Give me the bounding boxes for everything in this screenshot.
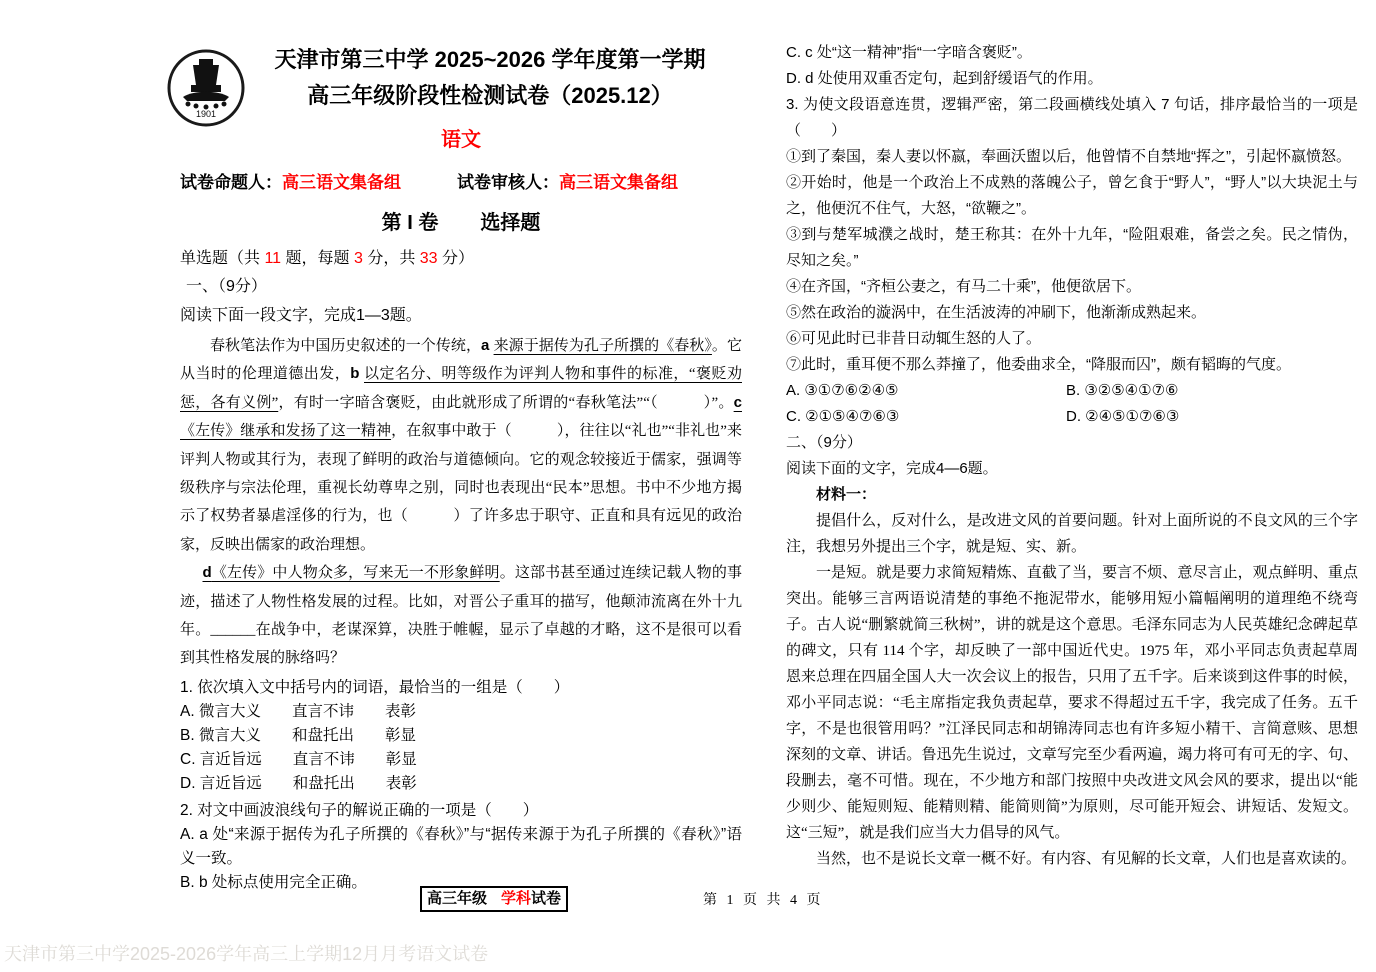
question-2 [180, 799, 742, 895]
passage-text: ，在叙事中敢于（ ），往往以“礼也”“非礼也”来评判人物或其行为，表现了鲜明的政治与道德倾向。它的观念较接近于儒家，强调等级秩序与宗法伦理，重视长幼尊卑之别，同时也表现出“民本”思想。书中不少地方揭示了权势者暴虐淫侈的行为，也（ ）了许多忠于职守、正直和具有远见的政治家，反映出儒家的政治理想。 [180, 423, 742, 553]
reading-instruction-2: 阅读下面的文字，完成4—6题。 [786, 460, 998, 477]
volume-label: 第 I 卷 [381, 212, 439, 234]
multiple-choice-summary [180, 246, 742, 272]
seal-year-text: 1901 [195, 109, 217, 119]
subject-title: 语文 [441, 129, 481, 151]
question-3-option-b: B. ③②⑤④①⑦⑥ [1066, 382, 1179, 399]
material-1-label: 材料一： [816, 487, 877, 503]
mc-text: 单选题（共 [180, 250, 265, 267]
question-2-option-b: B. b 处标点使用完全正确。 [180, 873, 367, 891]
question-3-sentence-4: ④在齐国，“齐桓公妻之，有马二十乘”，他便欲居下。 [786, 278, 1141, 295]
left-column [180, 44, 742, 895]
question-3-sentence-2: ②开始时，他是一个政治上不成熟的落魄公子，曾乞食于“野人”，“野人”以大块泥土与之，他便沉不住气，大怒，“欲鞭之”。 [786, 174, 1358, 217]
question-1-stem: 1. 依次填入文中括号内的词语，最恰当的一组是（ ） [180, 678, 570, 696]
question-2-option-a: A. a 处“来源于据传为孔子所撰的《春秋》”与“据传来源于为孔子所撰的《春秋》”语义一致。 [180, 825, 742, 867]
material-1-paragraph-1: 提倡什么，反对什么，是改进文风的首要问题。针对上面所说的不良文风的三个字注，我想另外提出三个字，就是短、实、新。 [786, 513, 1358, 555]
marker-b: b [350, 365, 364, 383]
setter-reviewer-row [180, 170, 742, 196]
part-two-heading: 二、（9分） [786, 434, 862, 451]
spacer [401, 170, 457, 196]
mc-points-each: 3 [353, 250, 363, 267]
mc-text: 题，每题 [281, 250, 354, 267]
part-one-heading: 一、（9分） [186, 278, 267, 295]
passage-text: 。它从当时的伦理道德出发， [180, 338, 742, 383]
underlined-a: 来源于据传为孔子所撰的《春秋》 [493, 338, 712, 354]
question-1-option-a: A. 微言大义 直言不讳 表彰 [180, 702, 416, 720]
question-1-option-c: C. 言近旨远 直言不讳 彰显 [180, 750, 417, 768]
section-type-label: 选择题 [480, 212, 541, 234]
footer-paper: 试卷 [531, 891, 562, 907]
question-2-stem: 2. 对文中画波浪线句子的解说正确的一项是（ ） [180, 801, 539, 819]
question-3-option-c: C. ②①⑤④⑦⑥③ [786, 408, 900, 425]
passage-1-paragraph-2 [180, 559, 742, 673]
passage-1 [180, 332, 742, 673]
passage-text: ，有时一字暗含褒贬，由此就形成了所谓的“春秋笔法”“（ ）”。 [278, 394, 734, 411]
question-1-option-d: D. 言近旨远 和盘托出 表彰 [180, 774, 417, 792]
school-title-line: 天津市第三中学 2025~2026 学年度第一学期 [274, 47, 706, 72]
footer-subject: 学科 [501, 891, 532, 907]
marker-d: d [202, 564, 212, 582]
reading-instruction-1: 阅读下面一段文字，完成1—3题。 [180, 307, 422, 324]
question-3-sentence-3: ③到与楚军城濮之战时，楚王称其：在外十九年，“险阻艰难，备尝之矣。民之情伪，尽知之矣。” [786, 226, 1358, 269]
passage-text: 。这部书甚至通过连续记载人物的事迹，描述了人物性格发展的过程。比如，对晋公子重耳的描写，他颠沛流离在外十九年。______在战争中，老谋深算，决胜于帷幄，显示了卓越的才略，这不是很可以看到其性格发展的脉络吗？ [180, 565, 742, 667]
underlined-c: 《左传》继承和发扬了这一精神 [180, 423, 392, 440]
mc-count: 11 [264, 250, 282, 267]
question-2-option-c: C. c 处“这一精神”指“一字暗含褒贬”。 [786, 44, 1032, 61]
question-3-sentence-6: ⑥可见此时已非昔日动辄生怒的人了。 [786, 330, 1042, 347]
mc-points-total: 33 [419, 250, 438, 267]
question-3-option-a: A. ③①⑦⑥②④⑤ [786, 382, 899, 399]
question-3-answers-row-2 [786, 404, 1358, 430]
reviewer-value: 高三语文集备组 [559, 173, 678, 192]
page-number: 第 1 页 共 4 页 [703, 893, 824, 908]
footer-grade-box [420, 886, 568, 912]
question-2-option-d: D. d 处使用双重否定句，起到舒缓语气的作用。 [786, 70, 1103, 87]
footer-grade: 高三年级 [427, 891, 488, 907]
question-3-answers-row-1 [786, 378, 1358, 404]
material-1-paragraph-2: 一是短。就是要力求简短精炼、直截了当，要言不烦、意尽言止，观点鲜明、重点突出。能够三言两语说清楚的事绝不拖泥带水，能够用短小篇幅阐明的道理绝不绕弯子。古人说“删繁就简三秋树”，讲的就是这个意思。毛泽东同志为人民英雄纪念碑起草的碑文，只有 114 个字，却反映了一部中国近代史。1975 年，邓小平同志负责起草周恩来总理在四届全国人大一次会议上的报告，只用了五千字。后来谈到这件事的时候，邓小平同志说：“毛主席指定我负责起草，要求不得超过五千字，我完成了任务。五千字，不是也很管用吗？”江泽民同志和胡锦涛同志也有许多短小精干、言简意赅、思想深刻的文章、讲话。鲁迅先生说过，文章写完至少看两遍，竭力将可有可无的字、句、段删去，毫不可惜。现在，不少地方和部门按照中央改进文风会风的要求，提出以“能少则少、能短则短、能精则精、能简则简”为原则，尽可能开短会、讲短话、发短文。这“三短”，就是我们应当大力倡导的风气。 [786, 565, 1358, 841]
paper-title-line: 高三年级阶段性检测试卷（2025.12） [307, 83, 673, 108]
underlined-b: 以定名分、明等级作为评判人物和事件的标准，“褒贬劝惩，各有义例” [180, 366, 742, 411]
right-column [786, 40, 1358, 872]
question-3-stem: 3. 为使文段语意连贯，逻辑严密，第二段画横线处填入 7 句话，排序最恰当的一项是（ ） [786, 96, 1358, 139]
reviewer-label: 试卷审核人： [457, 173, 559, 192]
material-1-paragraph-3: 当然，也不是说长文章一概不好。有内容、有见解的长文章，人们也是喜欢读的。 [816, 851, 1357, 867]
question-3-sentence-7: ⑦此时，重耳便不那么莽撞了，他委曲求全，“降服而囚”，颇有韬晦的气度。 [786, 356, 1291, 373]
question-1-option-b: B. 微言大义 和盘托出 彰显 [180, 726, 416, 744]
setter-value: 高三语文集备组 [282, 173, 401, 192]
watermark-text: 天津市第三中学2025-2026学年高三上学期12月月考语文试卷 [4, 944, 489, 964]
marker-a: a [481, 337, 494, 354]
question-3-sentence-1: ①到了秦国，秦人妻以怀嬴，奉画沃盥以后，他曾情不自禁地“挥之”，引起怀嬴愤怒。 [786, 148, 1351, 165]
question-3-sentence-5: ⑤然在政治的漩涡中，在生活波涛的冲刷下，他渐渐成熟起来。 [786, 304, 1207, 321]
underlined-d: 《左传》中人物众多，写来无一不形象鲜明 [211, 565, 500, 582]
question-3-option-d: D. ②④⑤①⑦⑥③ [1066, 408, 1180, 425]
setter-label: 试卷命题人： [180, 173, 282, 192]
passage-1-paragraph-1 [180, 332, 742, 559]
passage-text: 春秋笔法作为中国历史叙述的一个传统， [210, 338, 481, 354]
mc-text: 分） [437, 250, 475, 267]
marker-c: c [733, 393, 742, 411]
mc-text: 分，共 [362, 250, 420, 267]
question-1 [180, 676, 742, 796]
section1-title [180, 208, 742, 238]
